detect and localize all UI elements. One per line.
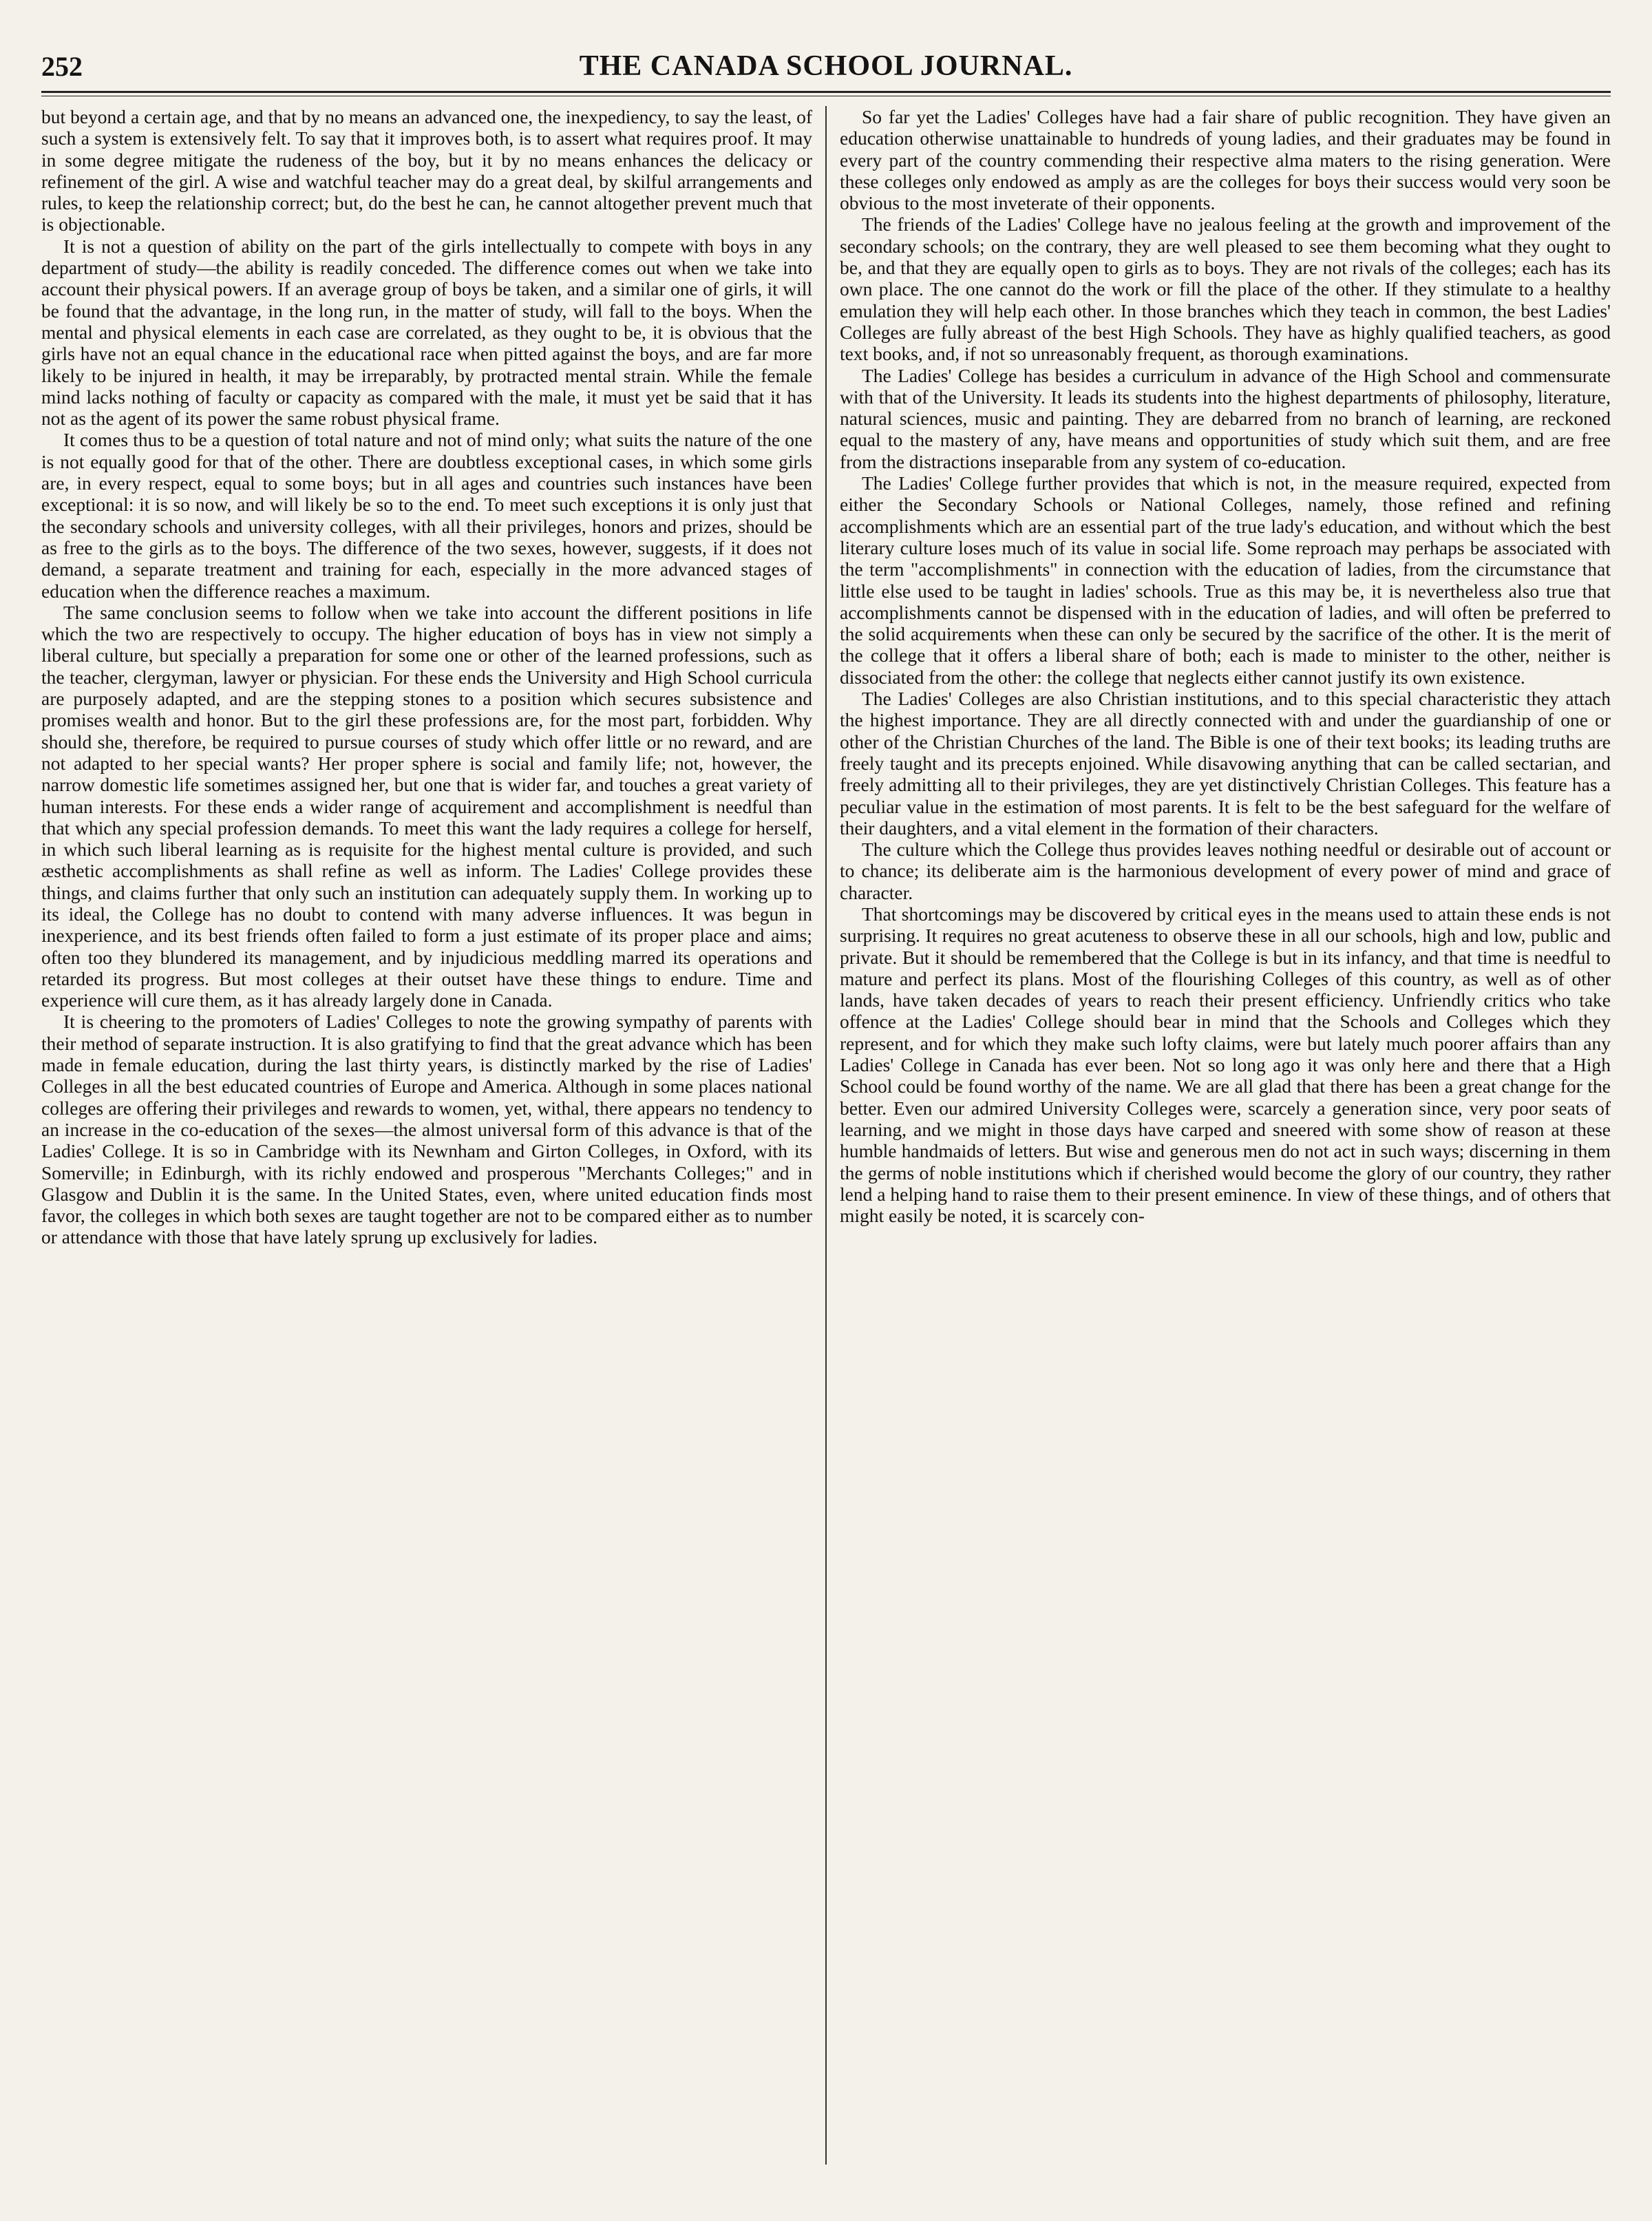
paragraph: It comes thus to be a question of total nature and not of mind only; what suits the nature of the one is not equally good for that of the other. There are doubtless exceptional cases, in which some girls are, in every respect, equal to some boys; but in all ages and countries such instances have been exceptional: it is so now, and will likely be so to the end. To meet such exceptions it is only just that the secondary schools and university colleges, with all their privileges, honors and prizes, should be as free to the girls as to the boys. The difference of the two sexes, however, suggests, if it does not demand, a separate treatment and training for each, especially in the more advanced stages of education when the difference reaches a maximum. — [41, 429, 812, 602]
page-number: 252 — [41, 51, 83, 82]
paragraph: but beyond a certain age, and that by no means an advanced one, the inexpediency, to say the least, of such a system is extensively felt. To say that it improves both, is to assert what requires proof. It may in some degree mitigate the rudeness of the boy, but it by no means enhances the delicacy or refinement of the girl. A wise and watchful teacher may do a great deal, by skilful arrangements and rules, to keep the relationship correct; but, do the best he can, he cannot altogether prevent much that is objectionable. — [41, 106, 812, 235]
page-header — [41, 34, 1611, 90]
right-column — [840, 106, 1611, 2165]
paragraph: It is cheering to the promoters of Ladies' Colleges to note the growing sympathy of parents with their method of separate instruction. It is also gratifying to find that the great advance which has been made in female education, during the last thirty years, is distinctly marked by the rise of Ladies' Colleges in all the best educated countries of Europe and America. Although in some places national colleges are offering their privileges and rewards to women, yet, withal, there appears no tendency to an increase in the co-education of the sexes—the almost universal form of this advance is that of the Ladies' College. It is so in Cambridge with its Newnham and Girton Colleges, in Oxford, with its Somerville; in Edinburgh, with its richly endowed and prosperous "Merchants Colleges;" and in Glasgow and Dublin it is the same. In the United States, even, where united education finds most favor, the colleges in which both sexes are taught together are not to be compared either as to number or attendance with those that have lately sprung up exclusively for ladies. — [41, 1011, 812, 1248]
paragraph: The Ladies' College has besides a curriculum in advance of the High School and commensurate with that of the University. It leads its students into the highest departments of philosophy, literature, natural sciences, music and painting. They are debarred from no branch of learning, are reckoned equal to the mastery of any, have means and opportunities of study which suit them, and are free from the distractions inseparable from any system of co-education. — [840, 364, 1611, 472]
journal-page — [41, 34, 1611, 2182]
paragraph: The friends of the Ladies' College have no jealous feeling at the growth and improvement of the secondary schools; on the contrary, they are well pleased to see them becoming what they ought to be, and that they are equally open to girls as to boys. They are not rivals of the colleges; each has its own place. The one cannot do the work or fill the place of the other. If they stimulate to a healthy emulation they will help each other. In those branches which they teach in common, the best Ladies' Colleges are fully abreast of the best High Schools. They have as highly qualified teachers, as good text books, and, if not so unreasonably frequent, as thorough examinations. — [840, 213, 1611, 365]
article-columns — [41, 106, 1611, 2165]
paragraph: The culture which the College thus provides leaves nothing needful or desirable out of account or to chance; its deliberate aim is the harmonious development of every power of mind and grace of character. — [840, 839, 1611, 903]
paragraph: The Ladies' Colleges are also Christian institutions, and to this special characteristic they attach the highest importance. They are all directly connected with and under the guardianship of one or other of the Christian Churches of the land. The Bible is one of their text books; its leading truths are freely taught and its precepts enjoined. While disavowing anything that can be called sectarian, and freely admitting all to their privileges, they are yet distinctively Christian Colleges. This feature has a peculiar value in the estimation of most parents. It is felt to be the best safeguard for the welfare of their daughters, and a vital element in the formation of their characters. — [840, 688, 1611, 839]
column-divider — [825, 106, 827, 2165]
paragraph: It is not a question of ability on the part of the girls intellectually to compete with boys in any department of study—the ability is readily conceded. The difference comes out when we take into account their physical powers. If an average group of boys be taken, and a similar one of girls, it will be found that the advantage, in the long run, in the matter of study, will fall to the boys. When the mental and physical elements in each case are correlated, as they ought to be, it is obvious that the girls have not an equal chance in the educational race when pitted against the boys, and are far more likely to be injured in health, it may be irreparably, by protracted mental strain. While the female mind lacks nothing of faculty or capacity as compared with the male, it must yet be said that it has not as the agent of its power the same robust physical frame. — [41, 235, 812, 430]
paragraph: So far yet the Ladies' Colleges have had a fair share of public recognition. They have given an education otherwise unattainable to hundreds of young ladies, and their graduates may be found in every part of the country commending their respective alma maters to the rising generation. Were these colleges only endowed as amply as are the colleges for boys their success would very soon be obvious to the most inveterate of their opponents. — [840, 106, 1611, 214]
paragraph: That shortcomings may be discovered by critical eyes in the means used to attain these ends is not surprising. It requires no great acuteness to observe these in all our schools, high and low, public and private. But it should be remembered that the College is but in its infancy, and that time is needful to mature and perfect its plans. Most of the flourishing Colleges of this country, as well as of other lands, have taken decades of years to reach their present efficiency. Unfriendly critics who take offence at the Ladies' College should bear in mind that the Schools and Colleges which they represent, and for which they make such lofty claims, were but lately much poorer affairs than any Ladies' College in Canada has ever been. Not so long ago it was only here and there that a High School could be found worthy of the name. We are all glad that there has been a great change for the better. Even our admired University Colleges were, scarcely a generation since, very poor seats of learning, and we might in those days have carped and sneered with some show of reason at these humble handmaids of letters. But wise and generous men do not act in such ways; discerning in them the germs of noble institutions which if cherished would become the glory of our country, they rather lend a helping hand to raise them to their present eminence. In view of these things, and of others that might easily be noted, it is scarcely con- — [840, 903, 1611, 1227]
paragraph: The Ladies' College further provides that which is not, in the measure required, expected from either the Secondary Schools or National Colleges, namely, those refined and refining accomplishments which are an essential part of the true lady's education, and without which the best literary culture loses much of its value in social life. Some reproach may perhaps be associated with the term "accomplishments" in connection with the education of ladies, from the circumstance that little else used to be taught in ladies' schools. True as this may be, it is nevertheless also true that accomplishments cannot be dispensed with in the education of ladies, and will often be preferred to the solid acquirements when these can only be secured by the sacrifice of the other. It is the merit of the college that it offers a liberal share of both; each is made to minister to the other, neither is dissociated from the other: the college that neglects either cannot justify its own existence. — [840, 472, 1611, 688]
header-rule — [41, 91, 1611, 93]
journal-title: THE CANADA SCHOOL JOURNAL. — [579, 50, 1073, 82]
paragraph: The same conclusion seems to follow when we take into account the different positions in life which the two are respectively to occupy. The higher education of boys has in view not simply a liberal culture, but specially a preparation for some one or other of the learned professions, such as the teacher, clergyman, lawyer or physician. For these ends the University and High School curricula are purposely adapted, and are the stepping stones to a position which secures subsistence and promises wealth and honor. But to the girl these professions are, for the most part, forbidden. Why should she, therefore, be required to pursue courses of study which offer little or no reward, and are not adapted to her special wants? Her proper sphere is social and family life; not, however, the narrow domestic life sometimes assigned her, but one that is wider far, and touches a great variety of human interests. For these ends a wider range of acquirement and accomplishment is needful than that which any special profession demands. To meet this want the lady requires a college for herself, in which such liberal learning as is requisite for the highest mental culture is provided, and such æsthetic accomplishments as shall refine as well as inform. The Ladies' College provides these things, and claims further that only such an institution can adequately supply them. In working up to its ideal, the College has no doubt to contend with many adverse influences. It was begun in inexperience, and its best friends often failed to form a just estimate of its proper place and aims; often too they blundered its management, and by injudicious meddling marred its operations and retarded its progress. But most colleges at their outset have these things to endure. Time and experience will cure them, as it has already largely done in Canada. — [41, 601, 812, 1011]
left-column — [41, 106, 812, 2165]
